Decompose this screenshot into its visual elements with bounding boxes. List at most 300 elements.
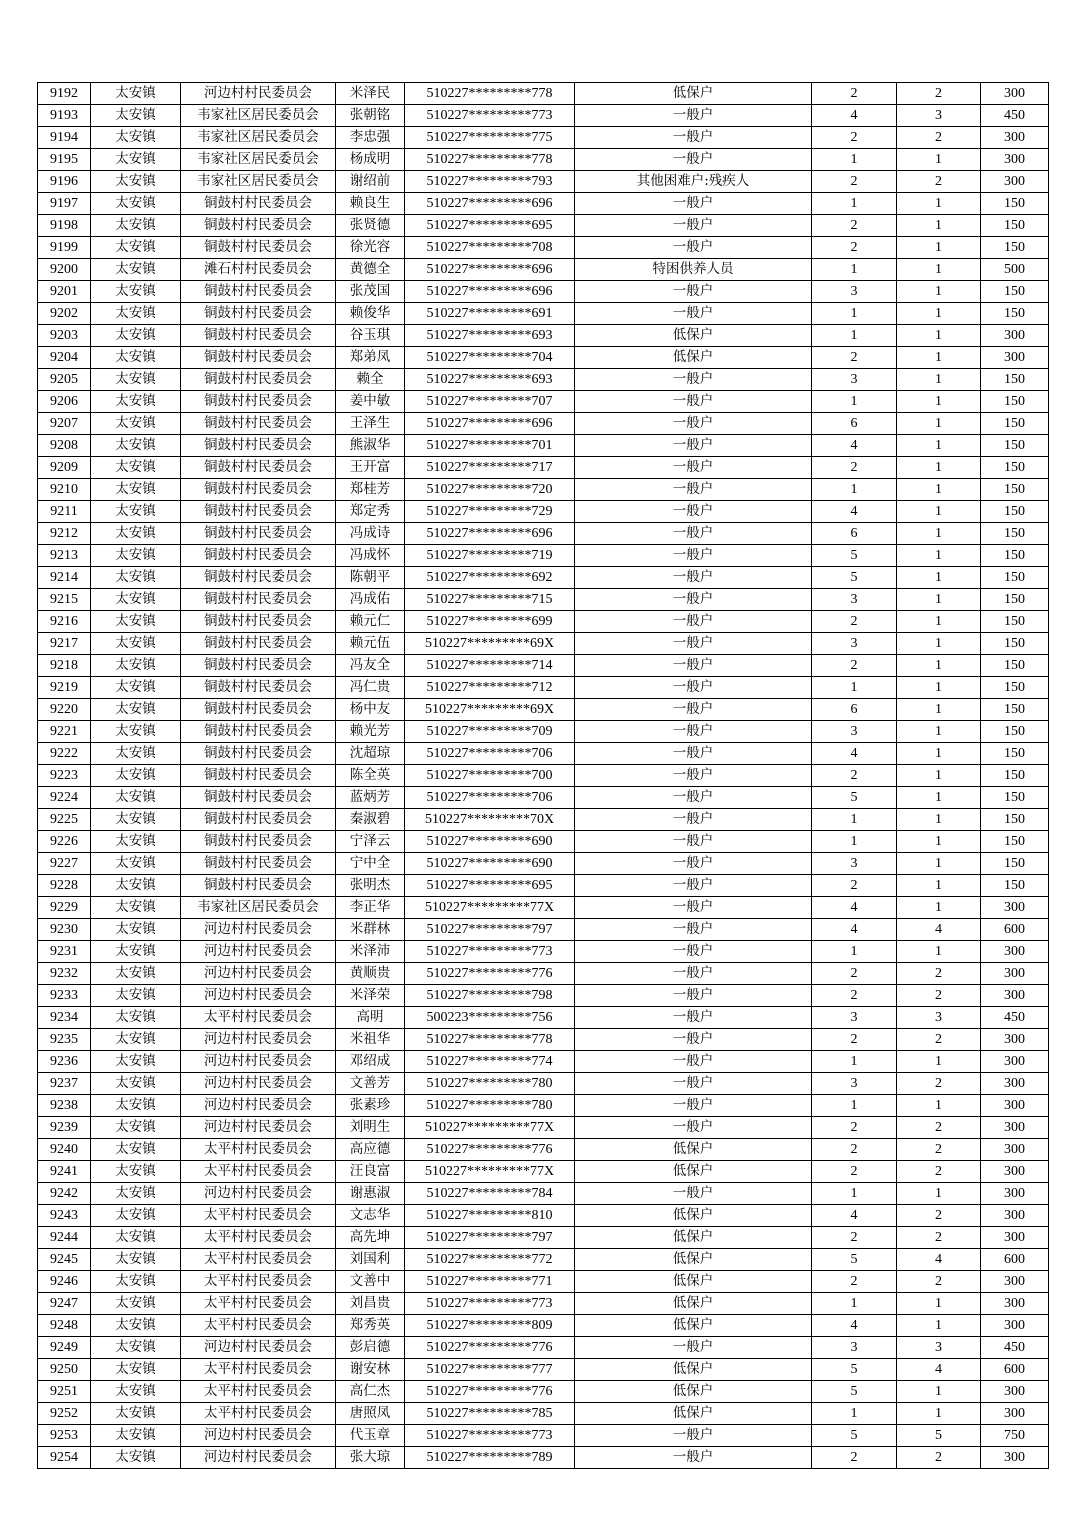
cell-people-count: 1 — [897, 523, 981, 545]
cell-household-type: 一般户 — [575, 1029, 812, 1051]
cell-people-count: 1 — [897, 787, 981, 809]
cell-household-size: 4 — [812, 1205, 897, 1227]
cell-people-count: 1 — [897, 369, 981, 391]
cell-row-number: 9204 — [38, 347, 91, 369]
cell-amount: 450 — [981, 1007, 1049, 1029]
cell-name: 李忠强 — [336, 127, 405, 149]
cell-row-number: 9243 — [38, 1205, 91, 1227]
cell-amount: 150 — [981, 853, 1049, 875]
cell-town: 太安镇 — [91, 611, 181, 633]
cell-town: 太安镇 — [91, 1315, 181, 1337]
cell-name: 郑弟凤 — [336, 347, 405, 369]
cell-household-size: 5 — [812, 1359, 897, 1381]
cell-row-number: 9224 — [38, 787, 91, 809]
table-row — [38, 1293, 1049, 1315]
table-row — [38, 479, 1049, 501]
cell-town: 太安镇 — [91, 1051, 181, 1073]
table-row — [38, 457, 1049, 479]
cell-town: 太安镇 — [91, 215, 181, 237]
cell-household-size: 1 — [812, 1183, 897, 1205]
cell-committee: 太平村村民委员会 — [181, 1359, 336, 1381]
cell-committee: 铜鼓村村民委员会 — [181, 435, 336, 457]
table-row — [38, 1073, 1049, 1095]
cell-people-count: 1 — [897, 1051, 981, 1073]
cell-amount: 300 — [981, 963, 1049, 985]
cell-row-number: 9245 — [38, 1249, 91, 1271]
cell-amount: 300 — [981, 985, 1049, 1007]
cell-household-type: 一般户 — [575, 611, 812, 633]
cell-name: 宁中全 — [336, 853, 405, 875]
table-row — [38, 567, 1049, 589]
cell-row-number: 9216 — [38, 611, 91, 633]
cell-row-number: 9207 — [38, 413, 91, 435]
cell-name: 秦淑碧 — [336, 809, 405, 831]
cell-name: 李正华 — [336, 897, 405, 919]
cell-id-number: 510227*********810 — [405, 1205, 575, 1227]
cell-committee: 韦家社区居民委员会 — [181, 127, 336, 149]
table-row — [38, 215, 1049, 237]
cell-row-number: 9250 — [38, 1359, 91, 1381]
cell-household-type: 一般户 — [575, 567, 812, 589]
cell-people-count: 1 — [897, 743, 981, 765]
cell-household-size: 1 — [812, 809, 897, 831]
cell-household-size: 2 — [812, 963, 897, 985]
cell-people-count: 1 — [897, 699, 981, 721]
table-row — [38, 699, 1049, 721]
cell-amount: 150 — [981, 633, 1049, 655]
cell-household-type: 一般户 — [575, 237, 812, 259]
cell-household-type: 一般户 — [575, 435, 812, 457]
table-row — [38, 1161, 1049, 1183]
cell-amount: 450 — [981, 105, 1049, 127]
cell-id-number: 500223*********756 — [405, 1007, 575, 1029]
cell-household-type: 低保户 — [575, 83, 812, 105]
cell-town: 太安镇 — [91, 941, 181, 963]
cell-people-count: 5 — [897, 1425, 981, 1447]
cell-household-size: 1 — [812, 1095, 897, 1117]
cell-town: 太安镇 — [91, 1029, 181, 1051]
cell-household-type: 一般户 — [575, 633, 812, 655]
cell-row-number: 9234 — [38, 1007, 91, 1029]
cell-town: 太安镇 — [91, 787, 181, 809]
cell-amount: 150 — [981, 237, 1049, 259]
cell-committee: 铜鼓村村民委员会 — [181, 809, 336, 831]
cell-town: 太安镇 — [91, 1205, 181, 1227]
cell-household-size: 4 — [812, 435, 897, 457]
cell-people-count: 2 — [897, 1447, 981, 1469]
cell-committee: 太平村村民委员会 — [181, 1271, 336, 1293]
cell-amount: 150 — [981, 567, 1049, 589]
cell-committee: 铜鼓村村民委员会 — [181, 831, 336, 853]
cell-town: 太安镇 — [91, 105, 181, 127]
cell-id-number: 510227*********706 — [405, 743, 575, 765]
cell-household-type: 一般户 — [575, 1095, 812, 1117]
cell-committee: 铜鼓村村民委员会 — [181, 721, 336, 743]
cell-committee: 铜鼓村村民委员会 — [181, 765, 336, 787]
table-row — [38, 347, 1049, 369]
table-row — [38, 897, 1049, 919]
cell-id-number: 510227*********69X — [405, 633, 575, 655]
cell-name: 文志华 — [336, 1205, 405, 1227]
cell-people-count: 2 — [897, 1205, 981, 1227]
table-row — [38, 325, 1049, 347]
cell-committee: 太平村村民委员会 — [181, 1205, 336, 1227]
cell-committee: 铜鼓村村民委员会 — [181, 413, 336, 435]
cell-household-size: 5 — [812, 567, 897, 589]
cell-amount: 300 — [981, 83, 1049, 105]
cell-household-type: 一般户 — [575, 105, 812, 127]
cell-id-number: 510227*********77X — [405, 897, 575, 919]
cell-people-count: 1 — [897, 589, 981, 611]
cell-id-number: 510227*********776 — [405, 1381, 575, 1403]
table-row — [38, 1051, 1049, 1073]
cell-id-number: 510227*********693 — [405, 369, 575, 391]
cell-household-type: 一般户 — [575, 721, 812, 743]
cell-name: 彭启德 — [336, 1337, 405, 1359]
cell-committee: 铜鼓村村民委员会 — [181, 237, 336, 259]
cell-town: 太安镇 — [91, 149, 181, 171]
cell-household-type: 一般户 — [575, 875, 812, 897]
cell-household-type: 一般户 — [575, 831, 812, 853]
table-row — [38, 1425, 1049, 1447]
cell-household-size: 5 — [812, 1425, 897, 1447]
cell-id-number: 510227*********778 — [405, 149, 575, 171]
cell-household-size: 5 — [812, 545, 897, 567]
table-row — [38, 83, 1049, 105]
cell-committee: 河边村村民委员会 — [181, 985, 336, 1007]
cell-amount: 150 — [981, 787, 1049, 809]
cell-people-count: 4 — [897, 1359, 981, 1381]
cell-row-number: 9239 — [38, 1117, 91, 1139]
cell-name: 王开富 — [336, 457, 405, 479]
cell-name: 唐照凤 — [336, 1403, 405, 1425]
cell-household-size: 3 — [812, 633, 897, 655]
cell-row-number: 9228 — [38, 875, 91, 897]
cell-committee: 河边村村民委员会 — [181, 1029, 336, 1051]
cell-people-count: 1 — [897, 941, 981, 963]
cell-name: 刘明生 — [336, 1117, 405, 1139]
cell-household-type: 一般户 — [575, 1007, 812, 1029]
cell-household-size: 2 — [812, 985, 897, 1007]
cell-row-number: 9229 — [38, 897, 91, 919]
table-row — [38, 369, 1049, 391]
cell-committee: 韦家社区居民委员会 — [181, 105, 336, 127]
cell-amount: 150 — [981, 809, 1049, 831]
cell-household-type: 一般户 — [575, 787, 812, 809]
cell-amount: 300 — [981, 1029, 1049, 1051]
cell-row-number: 9200 — [38, 259, 91, 281]
cell-amount: 300 — [981, 171, 1049, 193]
cell-name: 高先坤 — [336, 1227, 405, 1249]
cell-id-number: 510227*********696 — [405, 413, 575, 435]
cell-amount: 450 — [981, 1337, 1049, 1359]
cell-name: 高仁杰 — [336, 1381, 405, 1403]
cell-household-size: 2 — [812, 1139, 897, 1161]
cell-name: 高应德 — [336, 1139, 405, 1161]
cell-id-number: 510227*********776 — [405, 1139, 575, 1161]
cell-household-type: 一般户 — [575, 1073, 812, 1095]
cell-amount: 150 — [981, 545, 1049, 567]
cell-people-count: 1 — [897, 1095, 981, 1117]
cell-id-number: 510227*********693 — [405, 325, 575, 347]
cell-name: 米泽荣 — [336, 985, 405, 1007]
cell-town: 太安镇 — [91, 1183, 181, 1205]
cell-amount: 300 — [981, 897, 1049, 919]
cell-household-size: 2 — [812, 1161, 897, 1183]
cell-committee: 河边村村民委员会 — [181, 1425, 336, 1447]
cell-household-size: 3 — [812, 589, 897, 611]
cell-committee: 铜鼓村村民委员会 — [181, 853, 336, 875]
cell-id-number: 510227*********77X — [405, 1117, 575, 1139]
cell-row-number: 9193 — [38, 105, 91, 127]
table-row — [38, 787, 1049, 809]
cell-people-count: 1 — [897, 567, 981, 589]
cell-committee: 太平村村民委员会 — [181, 1139, 336, 1161]
cell-household-size: 4 — [812, 743, 897, 765]
cell-committee: 河边村村民委员会 — [181, 963, 336, 985]
cell-amount: 300 — [981, 941, 1049, 963]
cell-people-count: 1 — [897, 1183, 981, 1205]
cell-row-number: 9212 — [38, 523, 91, 545]
cell-name: 张明杰 — [336, 875, 405, 897]
cell-id-number: 510227*********772 — [405, 1249, 575, 1271]
cell-amount: 300 — [981, 1315, 1049, 1337]
cell-name: 张贤德 — [336, 215, 405, 237]
cell-people-count: 2 — [897, 1073, 981, 1095]
cell-people-count: 1 — [897, 149, 981, 171]
cell-id-number: 510227*********719 — [405, 545, 575, 567]
cell-committee: 铜鼓村村民委员会 — [181, 303, 336, 325]
cell-household-size: 5 — [812, 787, 897, 809]
cell-id-number: 510227*********776 — [405, 1337, 575, 1359]
cell-people-count: 1 — [897, 281, 981, 303]
cell-town: 太安镇 — [91, 1139, 181, 1161]
cell-household-size: 3 — [812, 853, 897, 875]
cell-town: 太安镇 — [91, 567, 181, 589]
cell-household-size: 2 — [812, 765, 897, 787]
cell-committee: 太平村村民委员会 — [181, 1403, 336, 1425]
cell-household-type: 一般户 — [575, 215, 812, 237]
cell-town: 太安镇 — [91, 1293, 181, 1315]
cell-row-number: 9236 — [38, 1051, 91, 1073]
cell-household-size: 4 — [812, 897, 897, 919]
cell-town: 太安镇 — [91, 655, 181, 677]
cell-committee: 铜鼓村村民委员会 — [181, 545, 336, 567]
cell-household-size: 2 — [812, 1117, 897, 1139]
cell-amount: 300 — [981, 1381, 1049, 1403]
table-row — [38, 1249, 1049, 1271]
cell-town: 太安镇 — [91, 193, 181, 215]
table-row — [38, 809, 1049, 831]
cell-amount: 150 — [981, 457, 1049, 479]
cell-name: 高明 — [336, 1007, 405, 1029]
cell-people-count: 1 — [897, 457, 981, 479]
cell-name: 米泽沛 — [336, 941, 405, 963]
cell-people-count: 1 — [897, 545, 981, 567]
cell-amount: 150 — [981, 435, 1049, 457]
cell-name: 冯仁贵 — [336, 677, 405, 699]
cell-amount: 300 — [981, 1271, 1049, 1293]
table-row — [38, 1315, 1049, 1337]
cell-name: 徐光容 — [336, 237, 405, 259]
cell-household-size: 3 — [812, 1073, 897, 1095]
cell-amount: 150 — [981, 611, 1049, 633]
cell-committee: 铜鼓村村民委员会 — [181, 611, 336, 633]
cell-committee: 铜鼓村村民委员会 — [181, 633, 336, 655]
cell-household-size: 3 — [812, 369, 897, 391]
cell-town: 太安镇 — [91, 303, 181, 325]
cell-committee: 铜鼓村村民委员会 — [181, 347, 336, 369]
cell-town: 太安镇 — [91, 1073, 181, 1095]
cell-people-count: 2 — [897, 83, 981, 105]
cell-household-size: 1 — [812, 303, 897, 325]
cell-name: 姜中敏 — [336, 391, 405, 413]
cell-committee: 铜鼓村村民委员会 — [181, 875, 336, 897]
cell-id-number: 510227*********696 — [405, 523, 575, 545]
cell-row-number: 9213 — [38, 545, 91, 567]
table-row — [38, 303, 1049, 325]
cell-people-count: 1 — [897, 875, 981, 897]
cell-household-type: 低保户 — [575, 1293, 812, 1315]
cell-household-type: 一般户 — [575, 655, 812, 677]
cell-row-number: 9237 — [38, 1073, 91, 1095]
table-row — [38, 259, 1049, 281]
cell-name: 谷玉琪 — [336, 325, 405, 347]
cell-town: 太安镇 — [91, 83, 181, 105]
cell-people-count: 1 — [897, 479, 981, 501]
cell-household-size: 3 — [812, 281, 897, 303]
cell-id-number: 510227*********69X — [405, 699, 575, 721]
cell-committee: 河边村村民委员会 — [181, 941, 336, 963]
cell-row-number: 9226 — [38, 831, 91, 853]
table-row — [38, 1271, 1049, 1293]
table-row — [38, 281, 1049, 303]
cell-committee: 河边村村民委员会 — [181, 1337, 336, 1359]
cell-people-count: 1 — [897, 193, 981, 215]
table-row — [38, 1403, 1049, 1425]
cell-town: 太安镇 — [91, 1403, 181, 1425]
cell-people-count: 1 — [897, 655, 981, 677]
cell-row-number: 9206 — [38, 391, 91, 413]
table-row — [38, 875, 1049, 897]
cell-name: 米祖华 — [336, 1029, 405, 1051]
table-row — [38, 1359, 1049, 1381]
cell-row-number: 9195 — [38, 149, 91, 171]
cell-name: 郑秀英 — [336, 1315, 405, 1337]
cell-people-count: 2 — [897, 963, 981, 985]
cell-name: 冯友全 — [336, 655, 405, 677]
cell-name: 谢安林 — [336, 1359, 405, 1381]
cell-committee: 铜鼓村村民委员会 — [181, 699, 336, 721]
cell-name: 张茂国 — [336, 281, 405, 303]
cell-town: 太安镇 — [91, 171, 181, 193]
cell-town: 太安镇 — [91, 281, 181, 303]
cell-row-number: 9220 — [38, 699, 91, 721]
cell-household-size: 1 — [812, 479, 897, 501]
cell-household-type: 低保户 — [575, 1161, 812, 1183]
cell-id-number: 510227*********708 — [405, 237, 575, 259]
cell-name: 蓝炳芳 — [336, 787, 405, 809]
cell-town: 太安镇 — [91, 1271, 181, 1293]
cell-amount: 300 — [981, 1205, 1049, 1227]
cell-name: 文善芳 — [336, 1073, 405, 1095]
table-row — [38, 1381, 1049, 1403]
cell-town: 太安镇 — [91, 897, 181, 919]
cell-household-type: 一般户 — [575, 1051, 812, 1073]
cell-town: 太安镇 — [91, 545, 181, 567]
cell-people-count: 3 — [897, 105, 981, 127]
cell-row-number: 9214 — [38, 567, 91, 589]
cell-name: 赖全 — [336, 369, 405, 391]
cell-household-type: 一般户 — [575, 941, 812, 963]
cell-id-number: 510227*********701 — [405, 435, 575, 457]
cell-committee: 铜鼓村村民委员会 — [181, 215, 336, 237]
table-row — [38, 655, 1049, 677]
cell-town: 太安镇 — [91, 1359, 181, 1381]
cell-name: 宁泽云 — [336, 831, 405, 853]
cell-household-size: 2 — [812, 1227, 897, 1249]
cell-household-type: 一般户 — [575, 303, 812, 325]
cell-name: 赖俊华 — [336, 303, 405, 325]
cell-household-size: 1 — [812, 193, 897, 215]
cell-name: 黄顺贵 — [336, 963, 405, 985]
cell-name: 谢绍前 — [336, 171, 405, 193]
cell-id-number: 510227*********706 — [405, 787, 575, 809]
cell-committee: 铜鼓村村民委员会 — [181, 589, 336, 611]
cell-town: 太安镇 — [91, 589, 181, 611]
cell-amount: 300 — [981, 1161, 1049, 1183]
cell-town: 太安镇 — [91, 457, 181, 479]
cell-town: 太安镇 — [91, 369, 181, 391]
cell-id-number: 510227*********784 — [405, 1183, 575, 1205]
cell-people-count: 1 — [897, 347, 981, 369]
cell-town: 太安镇 — [91, 391, 181, 413]
cell-committee: 河边村村民委员会 — [181, 1051, 336, 1073]
cell-row-number: 9225 — [38, 809, 91, 831]
cell-household-size: 3 — [812, 1337, 897, 1359]
cell-people-count: 1 — [897, 765, 981, 787]
cell-people-count: 1 — [897, 1403, 981, 1425]
cell-committee: 铜鼓村村民委员会 — [181, 787, 336, 809]
table-row — [38, 391, 1049, 413]
cell-amount: 150 — [981, 743, 1049, 765]
cell-amount: 150 — [981, 699, 1049, 721]
cell-id-number: 510227*********699 — [405, 611, 575, 633]
cell-amount: 150 — [981, 875, 1049, 897]
cell-people-count: 1 — [897, 611, 981, 633]
table-row — [38, 545, 1049, 567]
table-row — [38, 1007, 1049, 1029]
cell-id-number: 510227*********780 — [405, 1095, 575, 1117]
cell-name: 刘国利 — [336, 1249, 405, 1271]
cell-name: 熊淑华 — [336, 435, 405, 457]
table-row — [38, 963, 1049, 985]
cell-people-count: 1 — [897, 325, 981, 347]
cell-row-number: 9199 — [38, 237, 91, 259]
cell-town: 太安镇 — [91, 963, 181, 985]
cell-committee: 韦家社区居民委员会 — [181, 897, 336, 919]
cell-id-number: 510227*********717 — [405, 457, 575, 479]
cell-id-number: 510227*********789 — [405, 1447, 575, 1469]
cell-town: 太安镇 — [91, 127, 181, 149]
cell-people-count: 1 — [897, 831, 981, 853]
table-row — [38, 1447, 1049, 1469]
cell-people-count: 2 — [897, 1227, 981, 1249]
cell-household-type: 低保户 — [575, 1139, 812, 1161]
table-row — [38, 721, 1049, 743]
cell-people-count: 1 — [897, 1381, 981, 1403]
cell-household-type: 一般户 — [575, 523, 812, 545]
